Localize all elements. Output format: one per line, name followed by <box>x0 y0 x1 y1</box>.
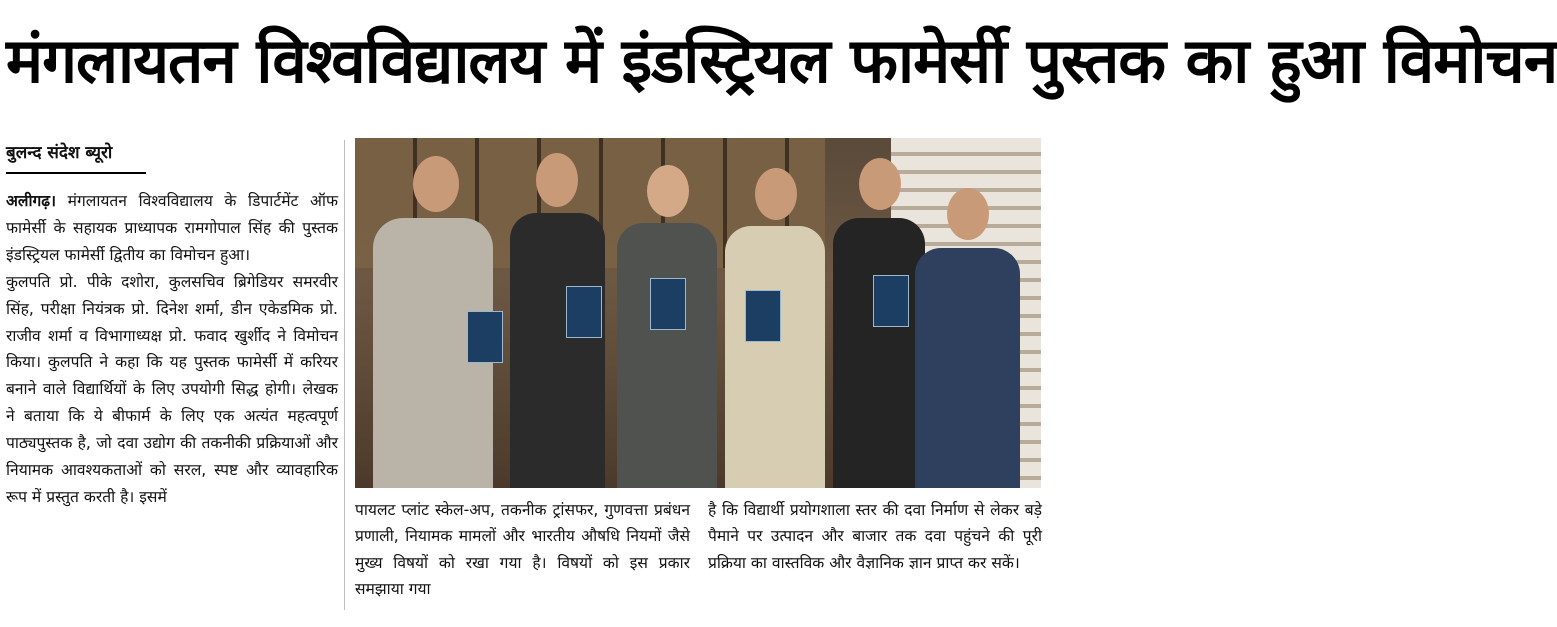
column-divider <box>344 140 345 610</box>
paragraph-1-text: मंगलायतन विश्वविद्यालय के डिपार्टमेंट ऑफ फामेर्सी के सहायक प्राध्यापक रामगोपाल सिंह की पुस्तक इंडस्ट्रियल फामेर्सी द्वितीय का विमोचन हुआ। <box>6 192 338 264</box>
book-copy-3 <box>650 278 686 330</box>
photo-person-6 <box>915 248 1020 488</box>
book-copy-1 <box>467 311 503 363</box>
book-copy-5 <box>873 275 909 327</box>
photo-person-2 <box>510 213 605 488</box>
book-copy-2 <box>566 286 602 338</box>
byline-underline <box>6 172 146 174</box>
byline: बुलन्द संदेश ब्यूरो <box>6 143 113 163</box>
dateline: अलीगढ़। <box>6 192 56 210</box>
photo-person-5 <box>833 218 925 488</box>
paragraph-1 <box>6 188 338 269</box>
article-column-1 <box>6 188 338 511</box>
book-copy-4 <box>745 290 781 342</box>
news-photo <box>355 138 1041 488</box>
article-column-3: है कि विद्यार्थी प्रयोगशाला स्तर की दवा निर्माण से लेकर बड़े पैमाने पर उत्पादन और बाजार तक दवा पहुंचने की पूरी प्रक्रिया का वास्तविक और वैज्ञानिक ज्ञान प्राप्त कर सकें। <box>708 501 1042 572</box>
article-column-2: पायलट प्लांट स्केल-अप, तकनीक ट्रांसफर, गुणवत्ता प्रबंधन प्रणाली, नियामक मामलों और भारतीय औषधि नियमों जैसे मुख्य विषयों को रखा गया है। विषयों को इस प्रकार समझाया गया <box>355 501 690 598</box>
headline: मंगलायतन विश्वविद्यालय में इंडस्ट्रियल फामेर्सी पुस्तक का हुआ विमोचन <box>6 24 1557 97</box>
photo-person-4 <box>725 226 825 488</box>
paragraph-2: कुलपति प्रो. पीके दशोरा, कुलसचिव ब्रिगेडियर समरवीर सिंह, परीक्षा नियंत्रक प्रो. दिनेश शर्मा, डीन एकेडमिक प्रो. राजीव शर्मा व विभागाध्यक्ष प्रो. फवाद खुर्शीद ने विमोचन किया। कुलपति ने कहा कि यह पुस्तक फामेर्सी में करियर बनाने वाले विद्यार्थियों के लिए उपयोगी सिद्ध होगी। लेखक ने बताया कि ये बीफार्म के लिए एक अत्यंत महत्वपूर्ण पाठ्यपुस्तक है, जो दवा उद्योग की तकनीकी प्रक्रियाओं और नियामक आवश्यकताओं को सरल, स्पष्ट और व्यावहारिक रूप में प्रस्तुत करती है। इसमें <box>6 272 338 506</box>
photo-person-3 <box>617 223 717 488</box>
